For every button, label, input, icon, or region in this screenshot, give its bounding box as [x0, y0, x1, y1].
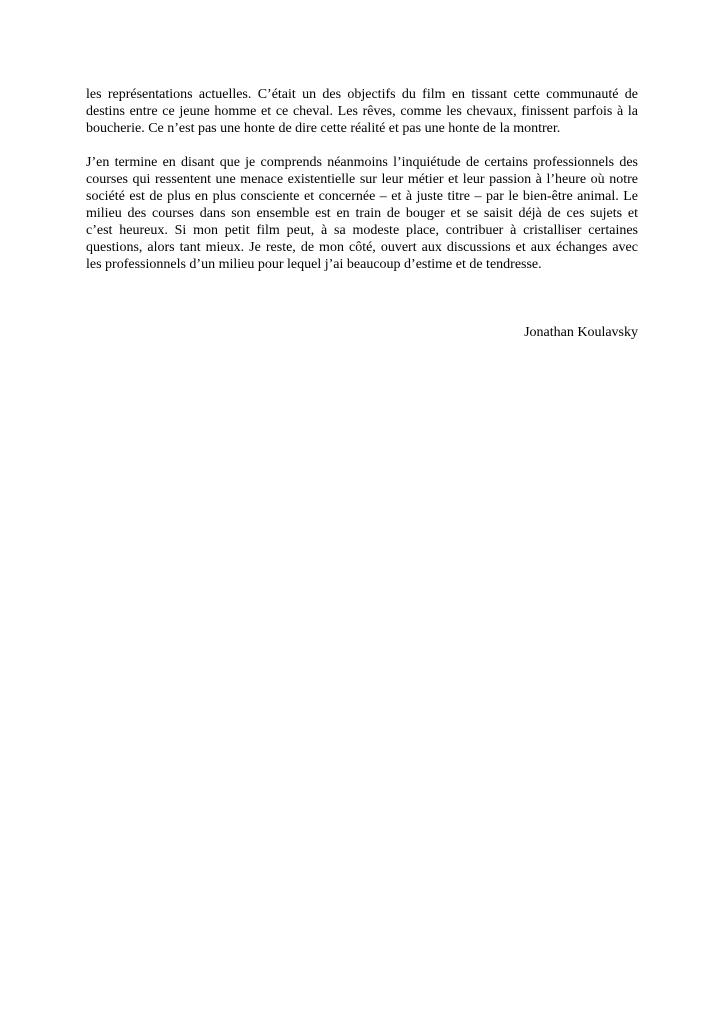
text-line: courses qui ressentent une menace existentielle sur leur métier et leur passion à l’heure où notre [86, 172, 638, 187]
text-line: destins entre ce jeune homme et ce cheval. Les rêves, comme les chevaux, finissent parfois à la [86, 104, 638, 119]
paragraph-2 [86, 154, 638, 273]
text-line: les professionnels d’un milieu pour lequel j’ai beaucoup d’estime et de tendresse. [86, 257, 542, 272]
text-line: J’en termine en disant que je comprends néanmoins l’inquiétude de certains professionnels des [86, 155, 638, 170]
text-line: société est de plus en plus consciente et concernée – et à juste titre – par le bien-être animal. Le [86, 189, 638, 204]
text-line: questions, alors tant mieux. Je reste, de mon côté, ouvert aux discussions et aux échanges avec [86, 240, 638, 255]
text-line: c’est heureux. Si mon petit film peut, à sa modeste place, contribuer à cristalliser certaines [86, 223, 638, 238]
text-line: boucherie. Ce n’est pas une honte de dire cette réalité et pas une honte de la montrer. [86, 121, 561, 136]
document-body [86, 86, 638, 341]
signature: Jonathan Koulavsky [524, 325, 638, 340]
text-line: les représentations actuelles. C’était un des objectifs du film en tissant cette communauté de [86, 87, 638, 102]
paragraph-1 [86, 86, 638, 137]
text-line: milieu des courses dans son ensemble est en train de bouger et se saisit déjà de ces sujets et [86, 206, 638, 221]
